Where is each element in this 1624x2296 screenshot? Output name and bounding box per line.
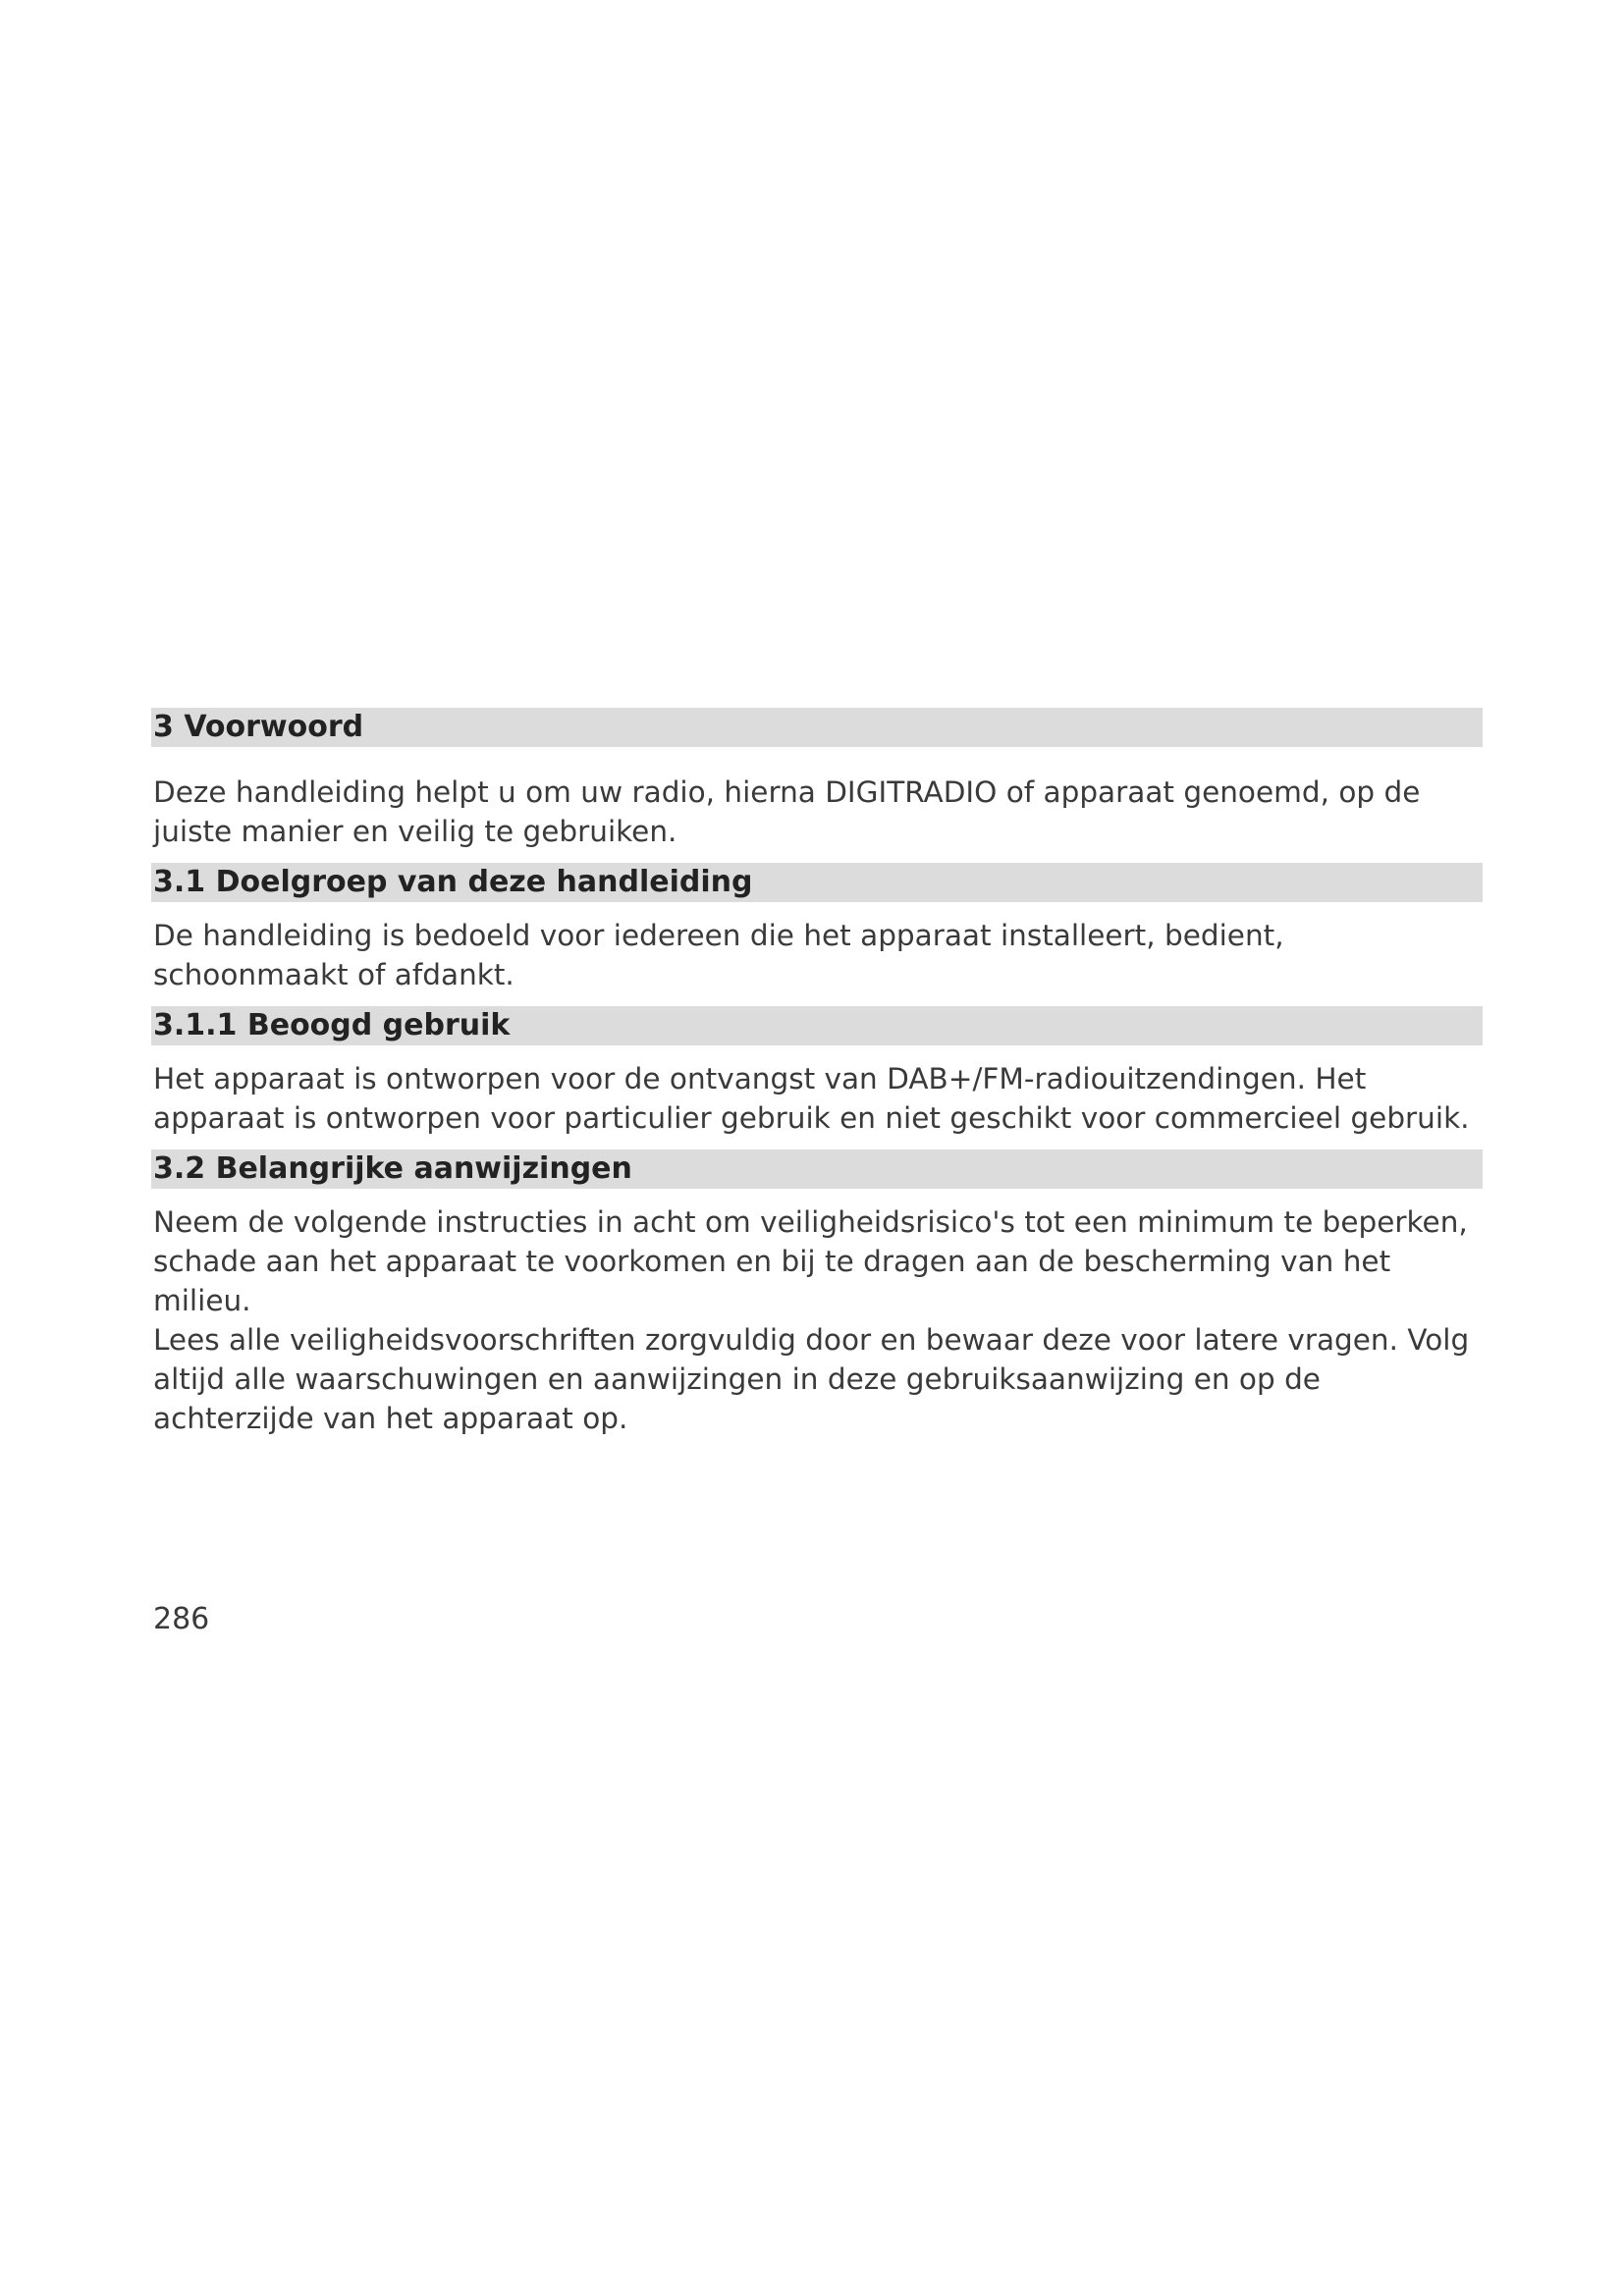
paragraph-doelgroep: De handleiding is bedoeld voor iedereen die het apparaat installeert, bedient, schoonmaakt of afdankt. [153, 919, 1284, 991]
section-heading-voorwoord: 3 Voorwoord [151, 708, 1483, 747]
section-heading-belangrijke-aanwijzingen: 3.2 Belangrijke aanwijzingen [151, 1149, 1483, 1189]
paragraph-voorwoord: Deze handleiding helpt u om uw radio, hierna DIGITRADIO of apparaat genoemd, op de juiste manier en veilig te gebruiken. [153, 775, 1421, 848]
section-heading-doelgroep: 3.1 Doelgroep van deze handleiding [151, 863, 1483, 902]
paragraph-beoogd-gebruik: Het apparaat is ontworpen voor de ontvangst van DAB+/FM-radiouitzendingen. Het apparaat is ontworpen voor particulier gebruik en niet geschikt voor commercieel gebruik. [153, 1062, 1470, 1135]
page-content [151, 708, 1483, 1438]
paragraph-belangrijke-aanwijzingen-1: Neem de volgende instructies in acht om veiligheidsrisico's tot een minimum te beperken, schade aan het apparaat te voorkomen en bij te dragen aan de bescherming van het milieu. [153, 1205, 1468, 1317]
page-number: 286 [153, 1602, 210, 1636]
paragraph-belangrijke-aanwijzingen-2: Lees alle veiligheidsvoorschriften zorgvuldig door en bewaar deze voor latere vragen. Volg altijd alle waarschuwingen en aanwijzingen in deze gebruiksaanwijzing en op de achterzijde van het apparaat op. [153, 1323, 1470, 1435]
section-heading-beoogd-gebruik: 3.1.1 Beoogd gebruik [151, 1006, 1483, 1045]
